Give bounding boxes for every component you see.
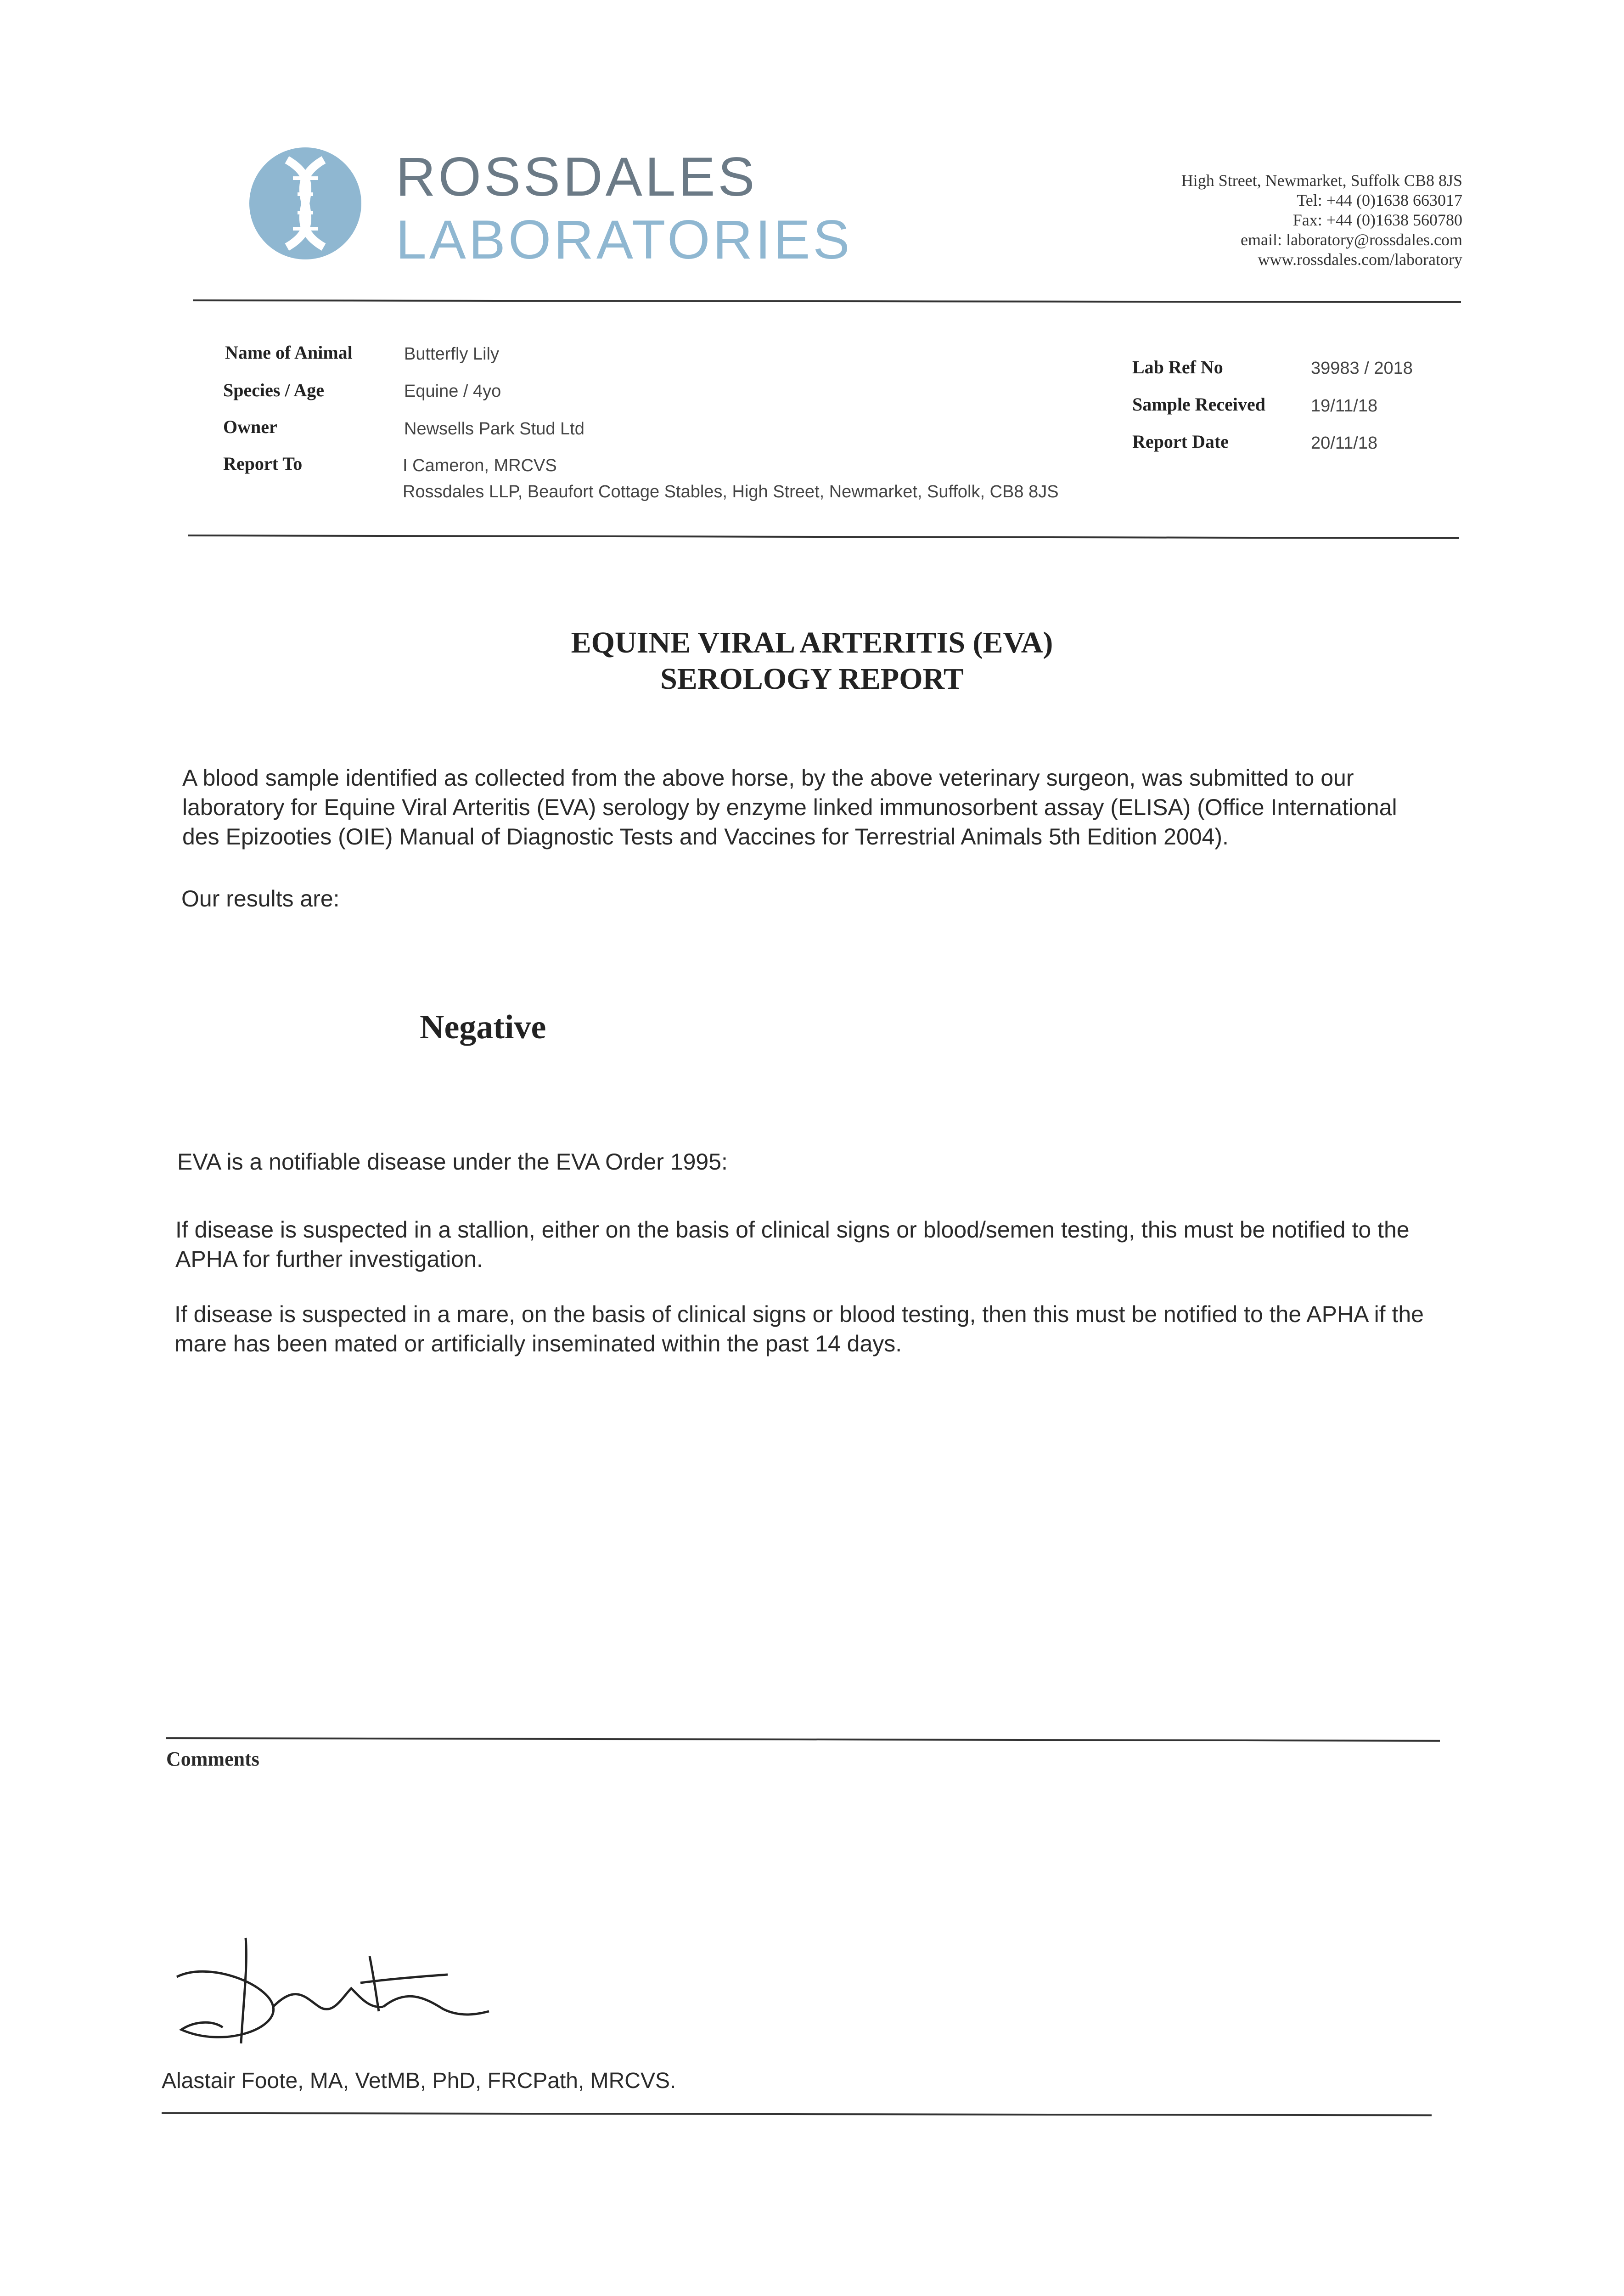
name-of-animal-label: Name of Animal bbox=[225, 342, 353, 363]
brand-line-1: ROSSDALES bbox=[396, 146, 758, 208]
logo-dna-icon bbox=[248, 146, 363, 261]
owner-value: Newsells Park Stud Ltd bbox=[404, 419, 584, 439]
notifiable-statement: EVA is a notifiable disease under the EVA Order 1995: bbox=[177, 1149, 728, 1175]
website: www.rossdales.com/laboratory bbox=[1258, 250, 1462, 269]
stallion-note: If disease is suspected in a stallion, either on the basis of clinical signs or blood/semen testing, this must be notified to the APHA for further investigation. bbox=[175, 1217, 1410, 1272]
owner-label: Owner bbox=[223, 416, 277, 437]
divider-comments bbox=[166, 1737, 1440, 1742]
lab-ref-value: 39983 / 2018 bbox=[1311, 359, 1413, 378]
lab-ref-label: Lab Ref No bbox=[1132, 357, 1223, 377]
sample-received-value: 19/11/18 bbox=[1311, 396, 1378, 416]
address: High Street, Newmarket, Suffolk CB8 8JS bbox=[1181, 171, 1462, 190]
mare-note: If disease is suspected in a mare, on the basis of clinical signs or blood testing, then this must be notified to the APHA if the mare has been mated or artificially inseminated within the past 14 days. bbox=[174, 1301, 1424, 1356]
results-label: Our results are: bbox=[181, 886, 340, 912]
result-value: Negative bbox=[420, 1008, 546, 1046]
species-age-value: Equine / 4yo bbox=[404, 382, 501, 401]
email: email: laboratory@rossdales.com bbox=[1240, 231, 1462, 249]
comments-label: Comments bbox=[166, 1748, 259, 1770]
telephone: Tel: +44 (0)1638 663017 bbox=[1297, 191, 1462, 209]
title-line-1: EQUINE VIRAL ARTERITIS (EVA) bbox=[571, 626, 1053, 659]
sample-received-label: Sample Received bbox=[1132, 394, 1265, 415]
fax: Fax: +44 (0)1638 560780 bbox=[1292, 211, 1462, 229]
brand-line-2: LABORATORIES bbox=[396, 209, 853, 270]
title-line-2: SEROLOGY REPORT bbox=[660, 662, 964, 696]
report-to-line-1: I Cameron, MRCVS bbox=[403, 456, 557, 475]
handwritten-signature-icon bbox=[168, 1929, 498, 2053]
report-to-line-2: Rossdales LLP, Beaufort Cottage Stables, High Street, Newmarket, Suffolk, CB8 8JS bbox=[403, 482, 1059, 501]
contact-block bbox=[1181, 171, 1462, 270]
signer-name: Alastair Foote, MA, VetMB, PhD, FRCPath, MRCVS. bbox=[162, 2069, 676, 2093]
report-title bbox=[0, 625, 1624, 697]
intro-paragraph: A blood sample identified as collected from the above horse, by the above veterinary surgeon, was submitted to our laboratory for Equine Viral Arteritis (EVA) serology by enzyme linked immunosorbent assay (ELISA) (Office International des Epizooties (OIE) Manual of Diagnostic Tests and Vaccines for Terrestrial Animals 5th Edition 2004). bbox=[182, 765, 1397, 850]
report-date-label: Report Date bbox=[1132, 431, 1229, 452]
divider-info bbox=[188, 535, 1459, 539]
report-to-label: Report To bbox=[223, 453, 303, 474]
report-date-value: 20/11/18 bbox=[1311, 433, 1378, 453]
species-age-label: Species / Age bbox=[223, 380, 324, 400]
name-of-animal-value: Butterfly Lily bbox=[404, 344, 499, 364]
divider-top bbox=[193, 299, 1461, 303]
divider-bottom bbox=[162, 2112, 1432, 2116]
